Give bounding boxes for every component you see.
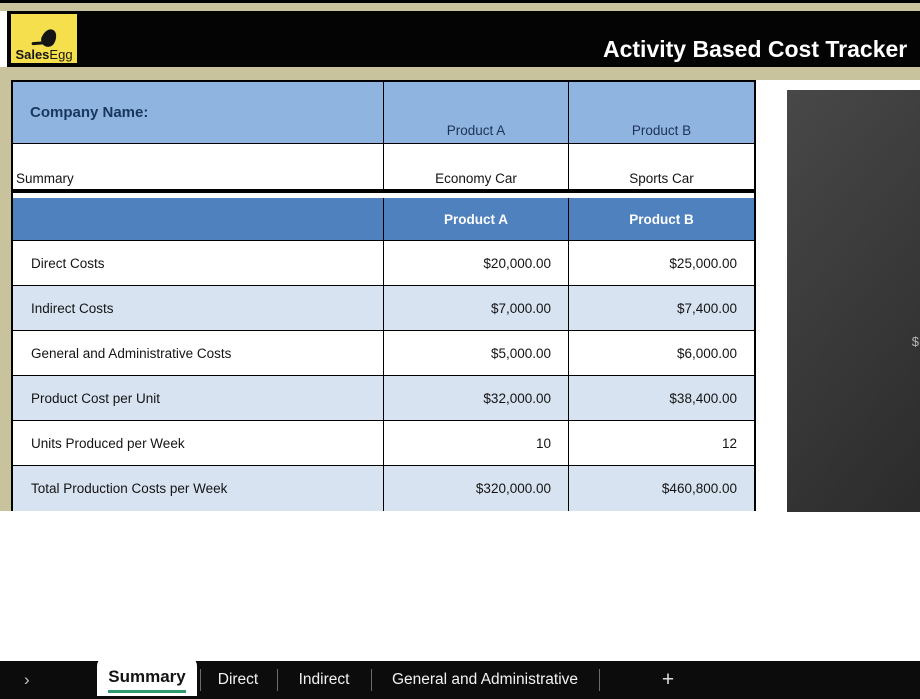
- cell-product-a-band[interactable]: Product A: [384, 82, 569, 143]
- app-header: [7, 11, 920, 67]
- cell-header-product-b[interactable]: Product B: [629, 211, 694, 227]
- company-header-row: [13, 82, 754, 144]
- table-row-units-produced: [13, 421, 754, 466]
- salesegg-logo: [11, 14, 77, 63]
- frame-strip-top: [0, 3, 920, 11]
- value-cell-b[interactable]: $460,800.00: [661, 481, 737, 496]
- value-cell-a[interactable]: $20,000.00: [384, 241, 569, 285]
- row-label-cell[interactable]: Direct Costs: [13, 241, 384, 285]
- value-cell-a[interactable]: 10: [384, 421, 569, 465]
- cell-sports-car[interactable]: Sports Car: [629, 171, 694, 186]
- value-cell-b[interactable]: $38,400.00: [669, 390, 737, 406]
- tab-separator: [371, 669, 372, 691]
- table-row-total-production-costs: [13, 466, 754, 511]
- logo-text-sales: Sales: [15, 47, 50, 62]
- value-cell-a[interactable]: $5,000.00: [384, 331, 569, 375]
- cell-economy-car[interactable]: Economy Car: [384, 144, 569, 189]
- table-header-row: [13, 198, 754, 241]
- row-label-cell[interactable]: Units Produced per Week: [13, 421, 384, 465]
- tab-indirect[interactable]: Indirect: [298, 671, 350, 688]
- value-cell-a[interactable]: $320,000.00: [384, 466, 569, 511]
- logo-text-egg: Egg: [49, 47, 73, 62]
- tab-direct[interactable]: Direct: [217, 671, 259, 688]
- tab-summary[interactable]: [97, 657, 197, 696]
- cell-header-product-a[interactable]: Product A: [384, 198, 569, 240]
- summary-row: [13, 144, 754, 189]
- value-cell-b[interactable]: $6,000.00: [676, 345, 737, 361]
- cell-company-name[interactable]: Company Name:: [13, 82, 384, 143]
- value-cell-a[interactable]: $7,000.00: [384, 286, 569, 330]
- table-row-general-admin-costs: [13, 331, 754, 376]
- row-label-cell[interactable]: Total Production Costs per Week: [13, 466, 384, 511]
- value-cell-b[interactable]: $25,000.00: [669, 255, 737, 271]
- cell-product-b-band[interactable]: Product B: [631, 123, 692, 138]
- row-label-cell[interactable]: General and Administrative Costs: [13, 331, 384, 375]
- active-tab-underline: [108, 690, 186, 693]
- frame-strip-left: [0, 80, 11, 511]
- page-title: Activity Based Cost Tracker: [603, 36, 908, 62]
- logo-text: [15, 48, 72, 61]
- tab-summary-label: Summary: [108, 666, 186, 686]
- cost-summary-table: [11, 80, 756, 511]
- chevron-right-icon[interactable]: ›: [24, 670, 30, 689]
- table-row-indirect-costs: [13, 286, 754, 331]
- value-cell-a[interactable]: $32,000.00: [384, 376, 569, 420]
- tab-separator: [200, 669, 201, 691]
- table-row-direct-costs: [13, 241, 754, 286]
- chart-axis-label: $: [911, 334, 919, 349]
- cell-header-blank[interactable]: [13, 198, 384, 240]
- value-cell-b[interactable]: 12: [721, 435, 737, 451]
- value-cell-b[interactable]: $7,400.00: [676, 300, 737, 316]
- table-row-product-cost-per-unit: [13, 376, 754, 421]
- egg-icon: [39, 27, 59, 49]
- cell-summary-label[interactable]: Summary: [13, 144, 384, 189]
- sheet-tab-bar: [0, 661, 920, 699]
- tab-general-and-administrative[interactable]: General and Administrative: [391, 671, 579, 688]
- frame-strip-mid: [0, 67, 920, 80]
- tab-separator: [599, 669, 600, 691]
- tab-separator: [277, 669, 278, 691]
- row-label-cell[interactable]: Indirect Costs: [13, 286, 384, 330]
- add-sheet-button[interactable]: +: [661, 668, 675, 691]
- row-label-cell[interactable]: Product Cost per Unit: [13, 376, 384, 420]
- cost-chart-panel[interactable]: [787, 90, 920, 512]
